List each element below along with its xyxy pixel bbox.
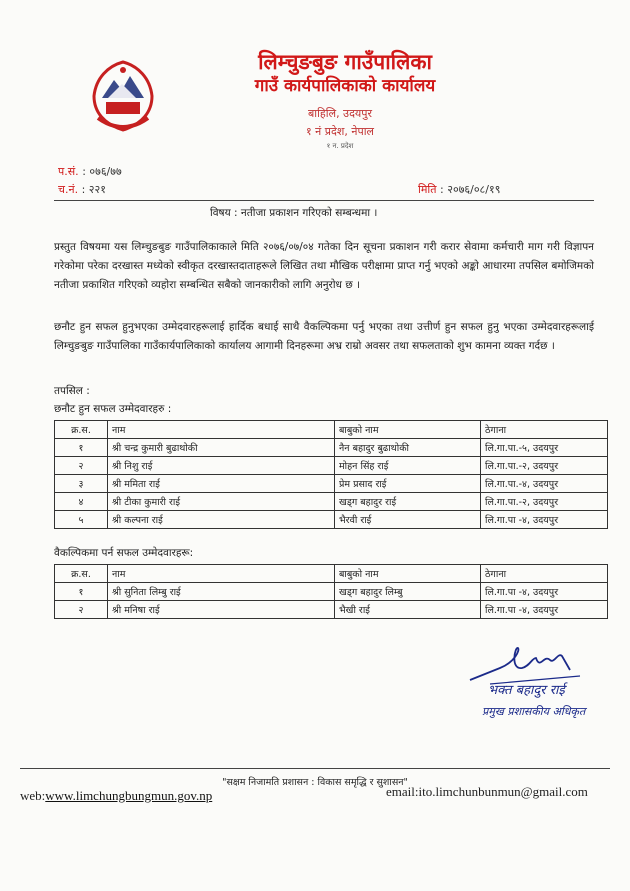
cell-sn: ४: [55, 493, 108, 511]
header-father: बाबुको नाम: [335, 421, 481, 439]
date-label: मिति: [418, 183, 437, 196]
office-subtitle: गाउँ कार्यपालिकाको कार्यालय: [254, 76, 436, 96]
cell-father: भैखी राई: [335, 601, 481, 619]
date-value: : २०७६/०८/१९: [440, 183, 501, 196]
footer-website: [20, 788, 212, 804]
body-paragraph-1: प्रस्तुत विषयमा यस लिम्चुङबुङ गाउँपालिकाकाले मिति २०७६/०७/०४ गतेका दिन सूचना प्रकाशन गरी करार सेवामा कर्मचारी माग गरी विज्ञापन गरेकोमा परेका दरखास्त मध्येको स्वीकृत दरखास्तदाताहरूले लिखित तथा मौखिक परीक्षामा प्राप्त गर्नु भएको अङ्को आधारमा तपसिल बमोजिमको नतीजा प्रकाशित गरिएको व्यहोरा सम्बन्धित सबैको जानकारीको लागि अनुरोध छ ।: [54, 241, 594, 291]
cell-sn: २: [55, 601, 108, 619]
table-row: [55, 583, 608, 601]
signatory-designation: प्रमुख प्रशासकीय अधिकृत: [482, 705, 586, 718]
cell-address: लि.गा.पा.-५, उदयपुर: [481, 439, 608, 457]
cell-father: मोहन सिंह राई: [335, 457, 481, 475]
header-address: ठेगाना: [481, 421, 608, 439]
cell-father: खड्ग बहादुर राई: [335, 493, 481, 511]
table-header-row: [55, 565, 608, 583]
table-row: [55, 457, 608, 475]
tapasil-label: तपसिल :: [54, 385, 90, 397]
footer-email[interactable]: email:ito.limchunbunmun@gmail.com: [386, 784, 588, 799]
established-note: १ न. प्रदेश: [326, 142, 354, 150]
ps-value: : ०७६/७७: [82, 165, 122, 178]
header-father: बाबुको नाम: [335, 565, 481, 583]
ps-number: [58, 164, 122, 179]
cell-address: लि.गा.पा -४, उदयपुर: [481, 583, 608, 601]
letter-date: [418, 182, 500, 197]
cell-father: प्रेम प्रसाद राई: [335, 475, 481, 493]
cell-address: लि.गा.पा -४, उदयपुर: [481, 511, 608, 529]
cn-value: : २२१: [81, 183, 106, 196]
cn-label: च.नं.: [58, 183, 79, 196]
header-divider: [54, 200, 594, 201]
cell-father: खड्ग बहादुर लिम्बु: [335, 583, 481, 601]
municipality-emblem-icon: [86, 58, 160, 138]
subject-line: विषय : नतीजा प्रकाशन गरिएको सम्बन्धमा ।: [210, 207, 378, 219]
address-line-2: १ नं प्रदेश, नेपाल: [305, 125, 375, 138]
cell-sn: २: [55, 457, 108, 475]
cell-father: नैन बहादुर बुढाथोकी: [335, 439, 481, 457]
table-row: [55, 475, 608, 493]
cell-sn: १: [55, 583, 108, 601]
table-row: [55, 439, 608, 457]
header-sn: क्र.स.: [55, 565, 108, 583]
alternate-heading: वैकल्पिकमा पर्न सफल उम्मेदवारहरू:: [54, 547, 194, 559]
cell-name: श्री ममिता राई: [108, 475, 335, 493]
body-paragraph-2: छनौट हुन सफल हुनुभएका उम्मेदवारहरूलाई हार्दिक बधाई साथै वैकल्पिकमा पर्नु भएका तथा उत्तीर्ण हुन सफल हुनु भएका उम्मेदवारहरूलाई लिम्चुङबुङ गाउँपालिका गाउँकार्यपालिकाको कार्यालय आगामी दिनहरूमा अभ्र राम्रो अवसर तथा सफलताको शुभ कामना व्यक्त गर्दछ ।: [54, 321, 594, 352]
footer-divider: [20, 768, 610, 769]
cell-name: श्री मनिषा राई: [108, 601, 335, 619]
cell-sn: ३: [55, 475, 108, 493]
footer-motto: "सक्षम निजामति प्रशासन : विकास समृद्धि र सुशासन": [222, 777, 408, 788]
table-row: [55, 511, 608, 529]
header-name: नाम: [108, 565, 335, 583]
cell-name: श्री सुनिता लिम्बु राई: [108, 583, 335, 601]
website-link[interactable]: www.limchungbungmun.gov.np: [45, 788, 213, 803]
cell-address: लि.गा.पा -४, उदयपुर: [481, 601, 608, 619]
header-address: ठेगाना: [481, 565, 608, 583]
cn-number: [58, 182, 106, 197]
signatory-name: भक्त बहादुर राई: [488, 683, 565, 698]
table-header-row: [55, 421, 608, 439]
table-row: [55, 493, 608, 511]
cell-sn: ५: [55, 511, 108, 529]
table-row: [55, 601, 608, 619]
address-line-1: बाहिलि, उदयपुर: [307, 107, 373, 120]
cell-name: श्री निशु राई: [108, 457, 335, 475]
header-name: नाम: [108, 421, 335, 439]
cell-address: लि.गा.पा.-२, उदयपुर: [481, 493, 608, 511]
cell-sn: १: [55, 439, 108, 457]
cell-address: लि.गा.पा.-२, उदयपुर: [481, 457, 608, 475]
cell-name: श्री चन्द्र कुमारी बुढाथोकी: [108, 439, 335, 457]
header-sn: क्र.स.: [55, 421, 108, 439]
ps-label: प.सं.: [58, 165, 79, 178]
alternate-candidates-table: [54, 564, 608, 619]
selected-heading: छनौट हुन सफल उम्मेदवारहरु :: [54, 403, 172, 415]
cell-name: श्री टीका कुमारी राई: [108, 493, 335, 511]
municipality-title: लिम्चुङबुङ गाउँपालिका: [258, 49, 432, 74]
web-label: web:: [20, 788, 46, 803]
cell-name: श्री कल्पना राई: [108, 511, 335, 529]
cell-father: भैरवी राई: [335, 511, 481, 529]
cell-address: लि.गा.पा.-४, उदयपुर: [481, 475, 608, 493]
selected-candidates-table: [54, 420, 608, 529]
